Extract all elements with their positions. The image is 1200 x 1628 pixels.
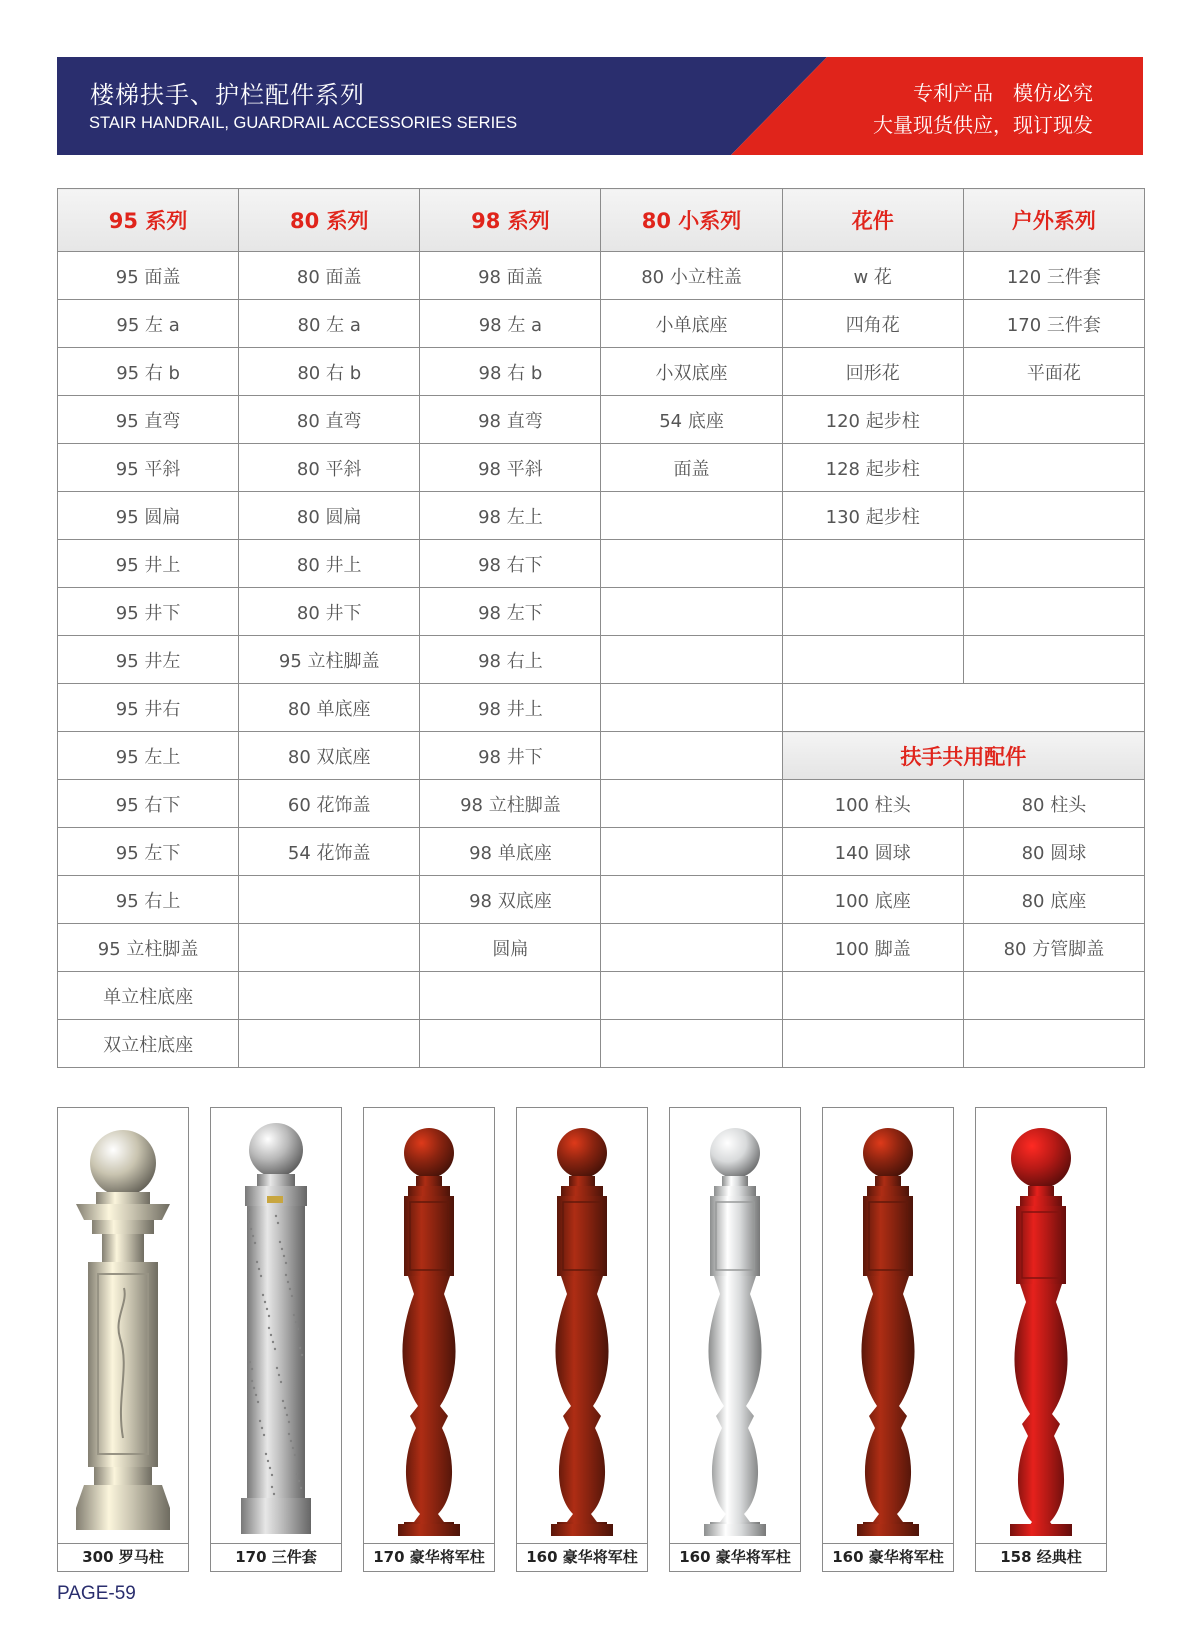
cell-95-series: 95 右下 [58,780,239,828]
cell-98-series: 98 右下 [420,540,601,588]
cell-95-series: 单立柱底座 [58,972,239,1020]
cell-95-series: 95 井上 [58,540,239,588]
cell-80-small-series [601,588,782,636]
cell-98-series: 98 单底座 [420,828,601,876]
cell-95-series: 95 右上 [58,876,239,924]
table-row [58,876,1145,924]
cell-80-series: 60 花饰盖 [239,780,420,828]
cell-common-right: 80 底座 [963,876,1144,924]
cell-common-right [963,1020,1144,1068]
product-card [516,1107,648,1572]
table-header-row [58,189,1145,252]
cell-common-left [782,972,963,1020]
page-number: PAGE-59 [57,1583,136,1604]
cell-95-series: 95 面盖 [58,252,239,300]
cell-common-right [963,972,1144,1020]
cell-flower-parts: 120 起步柱 [782,396,963,444]
cell-80-series [239,1020,420,1068]
product-label: 158 经典柱 [976,1543,1106,1571]
cell-80-series [239,876,420,924]
header-95-series: 95 系列 [58,189,239,252]
cell-95-series: 95 井左 [58,636,239,684]
cell-flower-parts [782,636,963,684]
slogan-line-1: 专利产品 模仿必究 [913,81,1093,105]
cell-80-small-series [601,732,782,780]
product-label: 160 豪华将军柱 [670,1543,800,1571]
cell-80-series: 80 直弯 [239,396,420,444]
cell-95-series: 95 平斜 [58,444,239,492]
cell-98-series: 98 直弯 [420,396,601,444]
cell-98-series: 98 左 a [420,300,601,348]
cell-80-series: 80 面盖 [239,252,420,300]
table-row [58,300,1145,348]
table-row [58,492,1145,540]
cell-flower-parts: 130 起步柱 [782,492,963,540]
cell-80-small-series [601,924,782,972]
cell-80-series: 80 双底座 [239,732,420,780]
cell-95-series: 95 右 b [58,348,239,396]
table-row [58,396,1145,444]
cell-common-left: 100 底座 [782,876,963,924]
post-photo-icon [58,1108,188,1544]
product-gallery [57,1107,1145,1577]
table-row [58,348,1145,396]
cell-flower-parts [782,540,963,588]
table-row [58,684,1145,732]
header-80-series: 80 系列 [239,189,420,252]
table-row [58,540,1145,588]
post-photo-icon [364,1108,494,1544]
cell-80-small-series: 54 底座 [601,396,782,444]
cell-flower-parts: w 花 [782,252,963,300]
cell-flower-parts: 128 起步柱 [782,444,963,492]
table-row [58,588,1145,636]
cell-outdoor-series [963,588,1144,636]
header-outdoor-series: 户外系列 [963,189,1144,252]
cell-outdoor-series [963,444,1144,492]
product-label: 170 豪华将军柱 [364,1543,494,1571]
banner-subtitle: STAIR HANDRAIL, GUARDRAIL ACCESSORIES SERIES [89,114,518,132]
slogan-line-2: 大量现货供应，现订现发 [873,113,1093,137]
cell-common-left: 100 脚盖 [782,924,963,972]
product-label: 170 三件套 [211,1543,341,1571]
cell-95-series: 95 左下 [58,828,239,876]
cell-95-series: 双立柱底座 [58,1020,239,1068]
cell-80-small-series: 小双底座 [601,348,782,396]
cell-98-series: 98 左上 [420,492,601,540]
cell-flower-parts: 四角花 [782,300,963,348]
cell-95-series: 95 圆扁 [58,492,239,540]
cell-common-left: 100 柱头 [782,780,963,828]
cell-98-series: 98 立柱脚盖 [420,780,601,828]
cell-80-series: 80 圆扁 [239,492,420,540]
table-row [58,636,1145,684]
cell-common-left [782,1020,963,1068]
table-row [58,444,1145,492]
cell-95-series: 95 井下 [58,588,239,636]
product-card [210,1107,342,1572]
product-card [57,1107,189,1572]
banner-slogan [833,77,1093,141]
cell-80-small-series [601,972,782,1020]
table-row [58,972,1145,1020]
header-98-series: 98 系列 [420,189,601,252]
cell-98-series: 98 双底座 [420,876,601,924]
cell-80-small-series [601,492,782,540]
product-card [669,1107,801,1572]
post-photo-icon [670,1108,800,1544]
cell-flower-parts: 回形花 [782,348,963,396]
cell-98-series: 98 井下 [420,732,601,780]
product-label: 300 罗马柱 [58,1543,188,1571]
table-row [58,780,1145,828]
cell-80-small-series: 小单底座 [601,300,782,348]
cell-outdoor-series [963,636,1144,684]
cell-outdoor-series: 120 三件套 [963,252,1144,300]
cell-80-small-series [601,876,782,924]
post-photo-icon [211,1108,341,1544]
cell-80-small-series [601,1020,782,1068]
header-flower-parts: 花件 [782,189,963,252]
cell-98-series: 98 右上 [420,636,601,684]
table-row [58,828,1145,876]
accessories-table [57,188,1145,1068]
cell-80-series: 80 右 b [239,348,420,396]
cell-80-series: 80 井上 [239,540,420,588]
cell-95-series: 95 左 a [58,300,239,348]
cell-98-series: 98 面盖 [420,252,601,300]
cell-common-right: 80 圆球 [963,828,1144,876]
cell-80-series: 80 平斜 [239,444,420,492]
cell-95-series: 95 井右 [58,684,239,732]
cell-98-series: 98 左下 [420,588,601,636]
cell-80-series: 80 左 a [239,300,420,348]
product-label: 160 豪华将军柱 [517,1543,647,1571]
cell-80-series: 54 花饰盖 [239,828,420,876]
cell-80-series: 80 单底座 [239,684,420,732]
product-card [822,1107,954,1572]
cell-80-small-series [601,828,782,876]
cell-common-right: 80 柱头 [963,780,1144,828]
cell-98-series: 圆扁 [420,924,601,972]
cell-outdoor-series [963,492,1144,540]
common-accessories-title: 扶手共用配件 [782,732,1144,780]
product-card [363,1107,495,1572]
cell-outdoor-series [963,396,1144,444]
table-row [58,732,1145,780]
cell-80-series [239,924,420,972]
product-card [975,1107,1107,1572]
header-banner [57,57,1143,155]
cell-80-small-series [601,684,782,732]
cell-80-small-series [601,636,782,684]
cell-flower-parts [782,588,963,636]
cell-outdoor-series [963,540,1144,588]
cell-outdoor-series: 170 三件套 [963,300,1144,348]
cell-98-series: 98 右 b [420,348,601,396]
post-photo-icon [517,1108,647,1544]
cell-98-series: 98 井上 [420,684,601,732]
cell-80-series [239,972,420,1020]
banner-title: 楼梯扶手、护栏配件系列 [90,81,365,109]
cell-common-right: 80 方管脚盖 [963,924,1144,972]
cell-80-small-series [601,780,782,828]
cell-98-series [420,972,601,1020]
table-row [58,1020,1145,1068]
cell-80-small-series: 80 小立柱盖 [601,252,782,300]
header-80-small-series: 80 小系列 [601,189,782,252]
cell-98-series [420,1020,601,1068]
cell-98-series: 98 平斜 [420,444,601,492]
cell-80-series: 95 立柱脚盖 [239,636,420,684]
cell-blank [782,684,1144,732]
post-photo-icon [823,1108,953,1544]
cell-80-small-series [601,540,782,588]
cell-95-series: 95 直弯 [58,396,239,444]
cell-95-series: 95 左上 [58,732,239,780]
post-photo-icon [976,1108,1106,1544]
cell-common-left: 140 圆球 [782,828,963,876]
product-label: 160 豪华将军柱 [823,1543,953,1571]
table-body [58,252,1145,1068]
cell-80-series: 80 井下 [239,588,420,636]
cell-80-small-series: 面盖 [601,444,782,492]
table-row [58,252,1145,300]
cell-outdoor-series: 平面花 [963,348,1144,396]
table-row [58,924,1145,972]
cell-95-series: 95 立柱脚盖 [58,924,239,972]
